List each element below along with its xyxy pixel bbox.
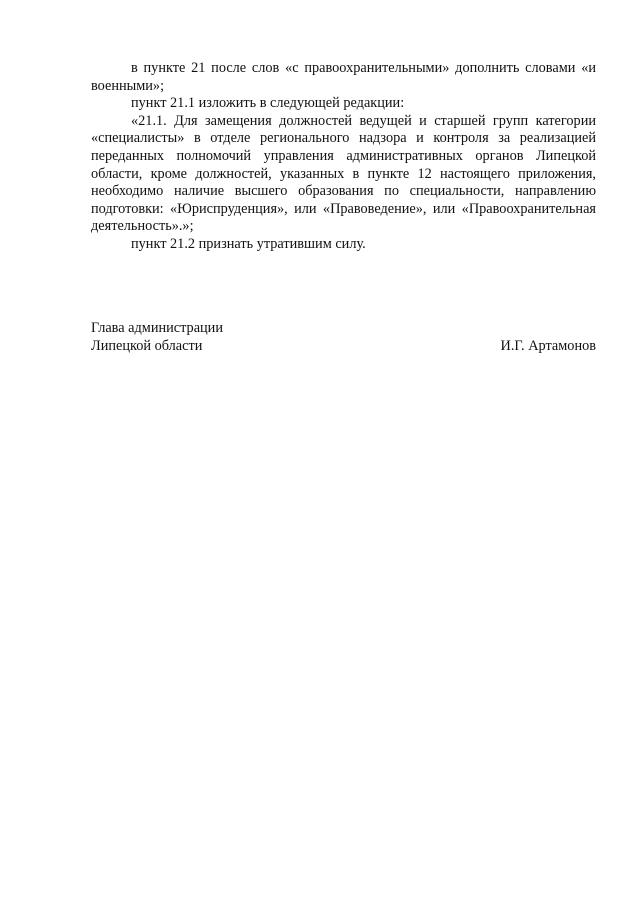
paragraph-point-21-2: пункт 21.2 признать утратившим силу.	[131, 235, 366, 252]
signature-row-2	[91, 338, 596, 356]
signatory-name: И.Г. Артамонов	[500, 337, 596, 354]
signature-row-1	[91, 320, 596, 338]
signature-block	[91, 320, 596, 355]
paragraph-point-21-1-intro: пункт 21.1 изложить в следующей редакции:	[131, 95, 405, 112]
signatory-position-line1: Глава администрации	[91, 320, 223, 336]
signatory-position-line2: Липецкой области	[91, 337, 203, 354]
paragraph-point-21-1-text: «21.1. Для замещения должностей ведущей и старшей групп категории «специалисты» в отделе регионального надзора и контроля за реализацией переданных полномочий управления административных органов Липецкой области, кроме должностей, указанных в пункте 12 настоящего приложения, необходимо наличие высшего образования по специальности, направлению подготовки: «Юриспруденция», или «Правоведение», или «Правоохранительная деятельность».»;	[91, 112, 596, 235]
paragraph-amend-point-21: в пункте 21 после слов «с правоохранительными» дополнить словами «и военными»;	[91, 60, 596, 94]
document-body	[91, 60, 596, 254]
